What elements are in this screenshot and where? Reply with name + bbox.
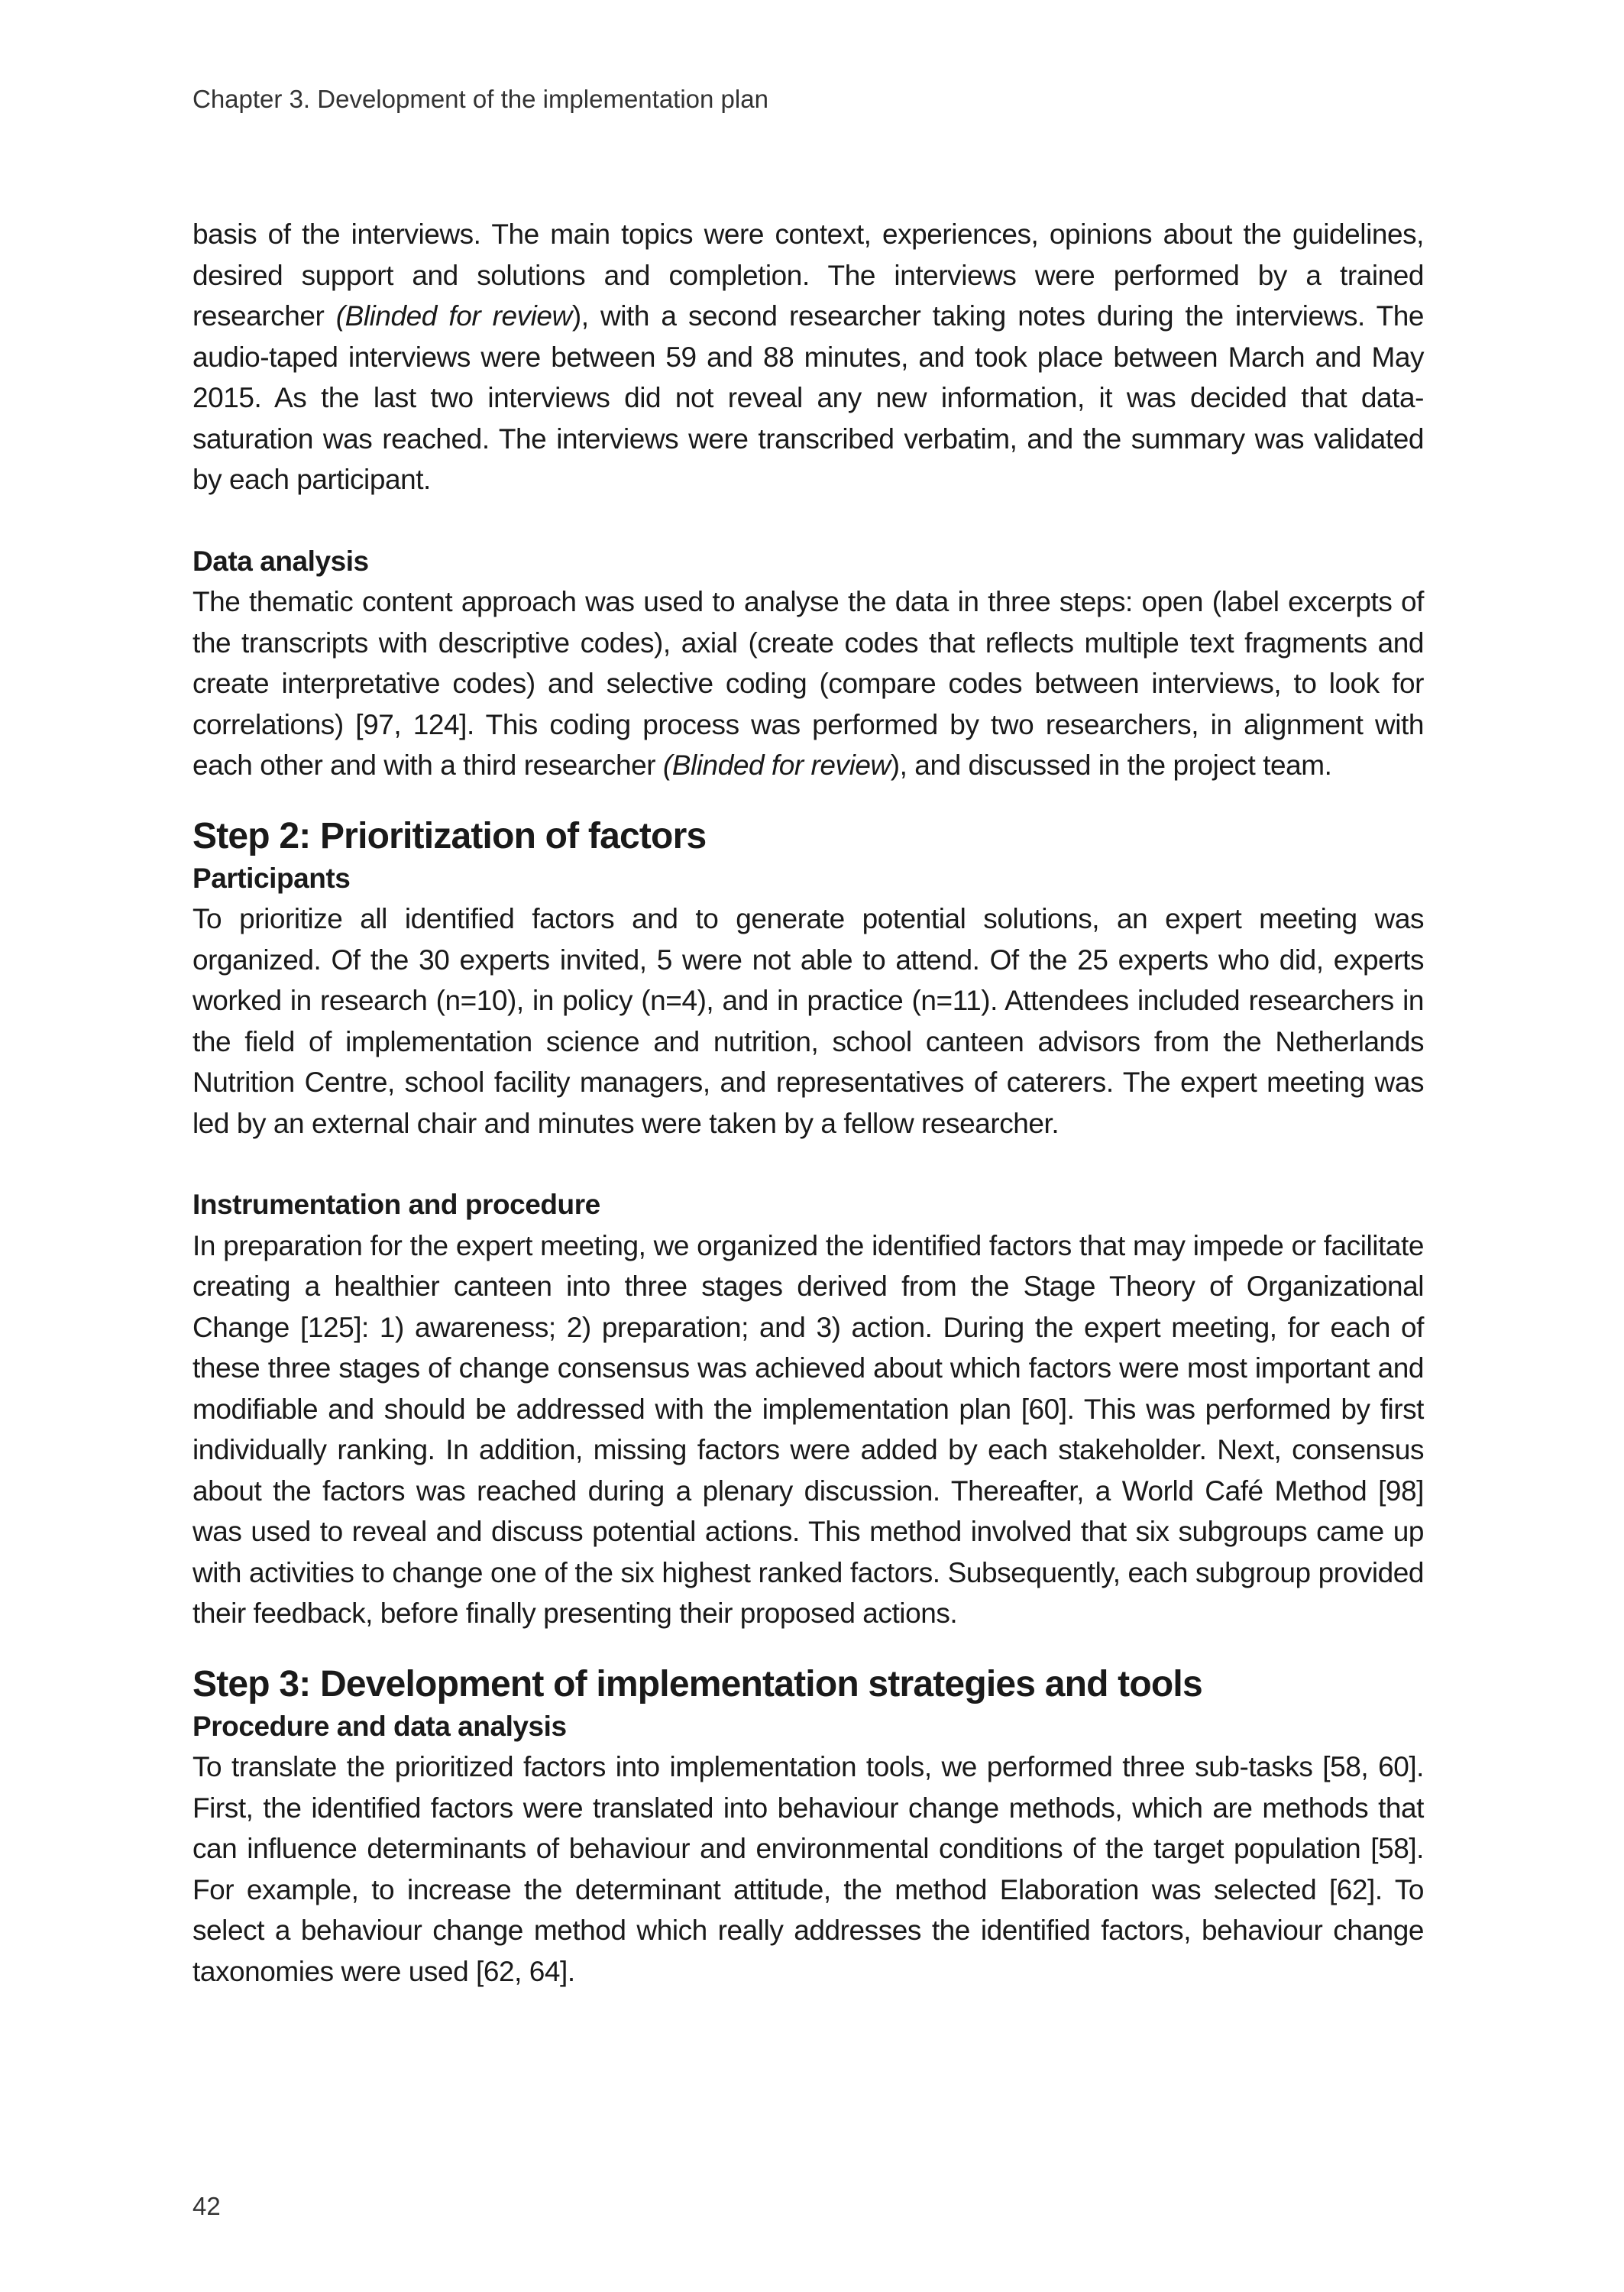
instrumentation-heading: Instrumentation and procedure [192,1189,600,1220]
data-analysis-blinded-note: (Blinded for review [662,749,891,781]
page-body [192,214,1424,1992]
participants-heading: Participants [192,862,351,894]
intro-blinded-note: (Blinded for review [335,300,572,332]
procedure-heading: Procedure and data analysis [192,1710,567,1742]
page-number: 42 [192,2192,221,2220]
instrumentation-paragraph: In preparation for the expert meeting, we organized the identified factors that may impede or facilitate creating a healthier canteen into three stages derived from the Stage Theory of Organizational Change [125]: 1) awareness; 2) preparation; and 3) action. During the expert meeting, for each of these three stages of change consensus was achieved about which factors were most important and modifiable and should be addressed with the implementation plan [60]. This was performed by first individually ranking. In addition, missing factors were added by each stakeholder. Next, consensus about the factors was reached during a plenary discussion. Thereafter, a World Café Method [98] was used to reveal and discuss potential actions. This method involved that six subgroups came up with activities to change one of the six highest ranked factors. Subsequently, each subgroup provided their feedback, before finally presenting their proposed actions. [192,1229,1424,1629]
data-analysis-text-part2: ), and discussed in the project team. [890,749,1332,781]
intro-text-part2: ), with a second researcher taking notes during the interviews. The audio-taped interviews were between 59 and 88 minutes, and took place between March and May 2015. As the last two interviews did not reveal any new information, it was decided that data-saturation was reached. The interviews were transcribed verbatim, and the summary was validated by each participant. [192,300,1424,495]
procedure-paragraph: To translate the prioritized factors into implementation tools, we performed three sub-tasks [58, 60]. First, the identified factors were translated into behaviour change methods, which are methods that can influence determinants of behaviour and environmental conditions of the target population [58]. For example, to increase the determinant attitude, the method Elaboration was selected [62]. To select a behaviour change method which really addresses the identified factors, behaviour change taxonomies were used [62, 64]. [192,1751,1424,1987]
intro-text-part1: basis of the interviews. The main topics were context, experiences, opinions about the guidelines, desired support and solutions and completion. The interviews were performed by a trained researcher [192,219,1424,332]
running-header [192,83,768,116]
data-analysis-paragraph [192,581,1424,786]
data-analysis-heading: Data analysis [192,545,369,577]
step3-heading: Step 3: Development of implementation strategies and tools [192,1663,1202,1704]
chapter-label: Chapter 3. [192,85,311,113]
intro-paragraph [192,214,1424,500]
data-analysis-text-part1: The thematic content approach was used to analyse the data in three steps: open (label excerpts of the transcripts with descriptive codes), axial (create codes that reflects multiple text fragments and create interpretative codes) and selective coding (compare codes between interviews, to look for correlations) [97, 124]. This coding process was performed by two researchers, in alignment with each other and with a third researcher [192,586,1424,781]
step2-heading: Step 2: Prioritization of factors [192,815,707,856]
chapter-title: Development of the implementation plan [317,85,768,113]
participants-paragraph: To prioritize all identified factors and to generate potential solutions, an expert meeting was organized. Of the 30 experts invited, 5 were not able to attend. Of the 25 experts who did, experts worked in research (n=10), in policy (n=4), and in practice (n=11). Attendees included researchers in the field of implementation science and nutrition, school canteen advisors from the Netherlands Nutrition Centre, school facility managers, and representatives of caterers. The expert meeting was led by an external chair and minutes were taken by a fellow researcher. [192,903,1424,1139]
